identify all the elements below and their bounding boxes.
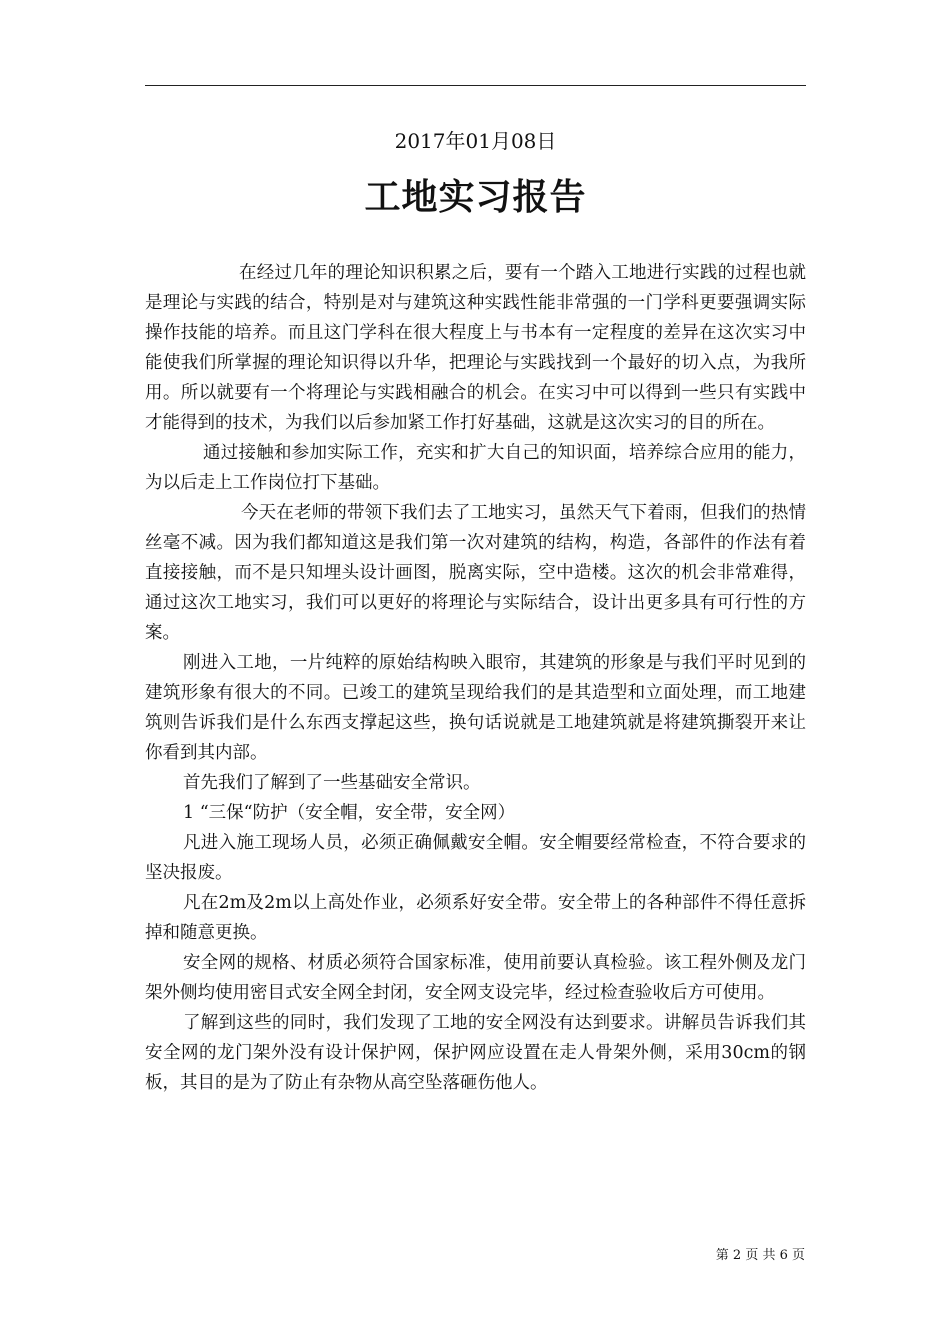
paragraph: 安全网的规格、材质必须符合国家标准，使用前要认真检验。该工程外侧及龙门架外侧均使用密目式安全网全封闭，安全网支设完毕，经过检查验收后方可使用。: [145, 953, 806, 1003]
paragraph: 通过接触和参加实际工作，充实和扩大自己的知识面，培养综合应用的能力，为以后走上工作岗位打下基础。: [145, 443, 806, 493]
paragraph: 首先我们了解到了一些基础安全常识。: [183, 773, 481, 793]
paragraph: 了解到这些的同时，我们发现了工地的安全网没有达到要求。讲解员告诉我们其安全网的龙门架外没有设计保护网，保护网应设置在走人骨架外侧，采用30cm的钢板，其目的是为了防止有杂物从高空坠落砸伤他人。: [145, 1013, 806, 1093]
report-date: 2017年01月08日: [394, 129, 557, 153]
page-number: 第 2 页 共 6 页: [715, 1248, 805, 1263]
paragraph: 凡进入施工现场人员，必须正确佩戴安全帽。安全帽要经常检查，不符合要求的坚决报废。: [145, 833, 806, 883]
header-rule: [145, 85, 806, 86]
paragraph: 刚进入工地，一片纯粹的原始结构映入眼帘，其建筑的形象是与我们平时见到的建筑形象有很大的不同。已竣工的建筑呈现给我们的是其造型和立面处理，而工地建筑则告诉我们是什么东西支撑起这些，换句话说就是工地建筑就是将建筑撕裂开来让你看到其内部。: [145, 653, 806, 763]
list-item: 1 “三保“防护（安全帽，安全带，安全网）: [183, 803, 516, 823]
paragraph: 凡在2m及2m以上高处作业，必须系好安全带。安全带上的各种部件不得任意拆掉和随意更换。: [145, 893, 806, 943]
page-title: 工地实习报告: [364, 177, 587, 218]
paragraph: 今天在老师的带领下我们去了工地实习，虽然天气下着雨，但我们的热情丝毫不减。因为我们都知道这是我们第一次对建筑的结构，构造，各部件的作法有着直接接触，而不是只知埋头设计画图，脱离实际，空中造楼。这次的机会非常难得，通过这次工地实习，我们可以更好的将理论与实际结合，设计出更多具有可行性的方案。: [145, 503, 806, 643]
report-body: [145, 258, 806, 1098]
paragraph: 在经过几年的理论知识积累之后，要有一个踏入工地进行实践的过程也就是理论与实践的结合，特别是对与建筑这种实践性能非常强的一门学科更要强调实际操作技能的培养。而且这门学科在很大程度上与书本有一定程度的差异在这次实习中能使我们所掌握的理论知识得以升华，把理论与实践找到一个最好的切入点，为我所用。所以就要有一个将理论与实践相融合的机会。在实习中可以得到一些只有实践中才能得到的技术，为我们以后参加紧工作打好基础，这就是这次实习的目的所在。: [145, 263, 806, 433]
